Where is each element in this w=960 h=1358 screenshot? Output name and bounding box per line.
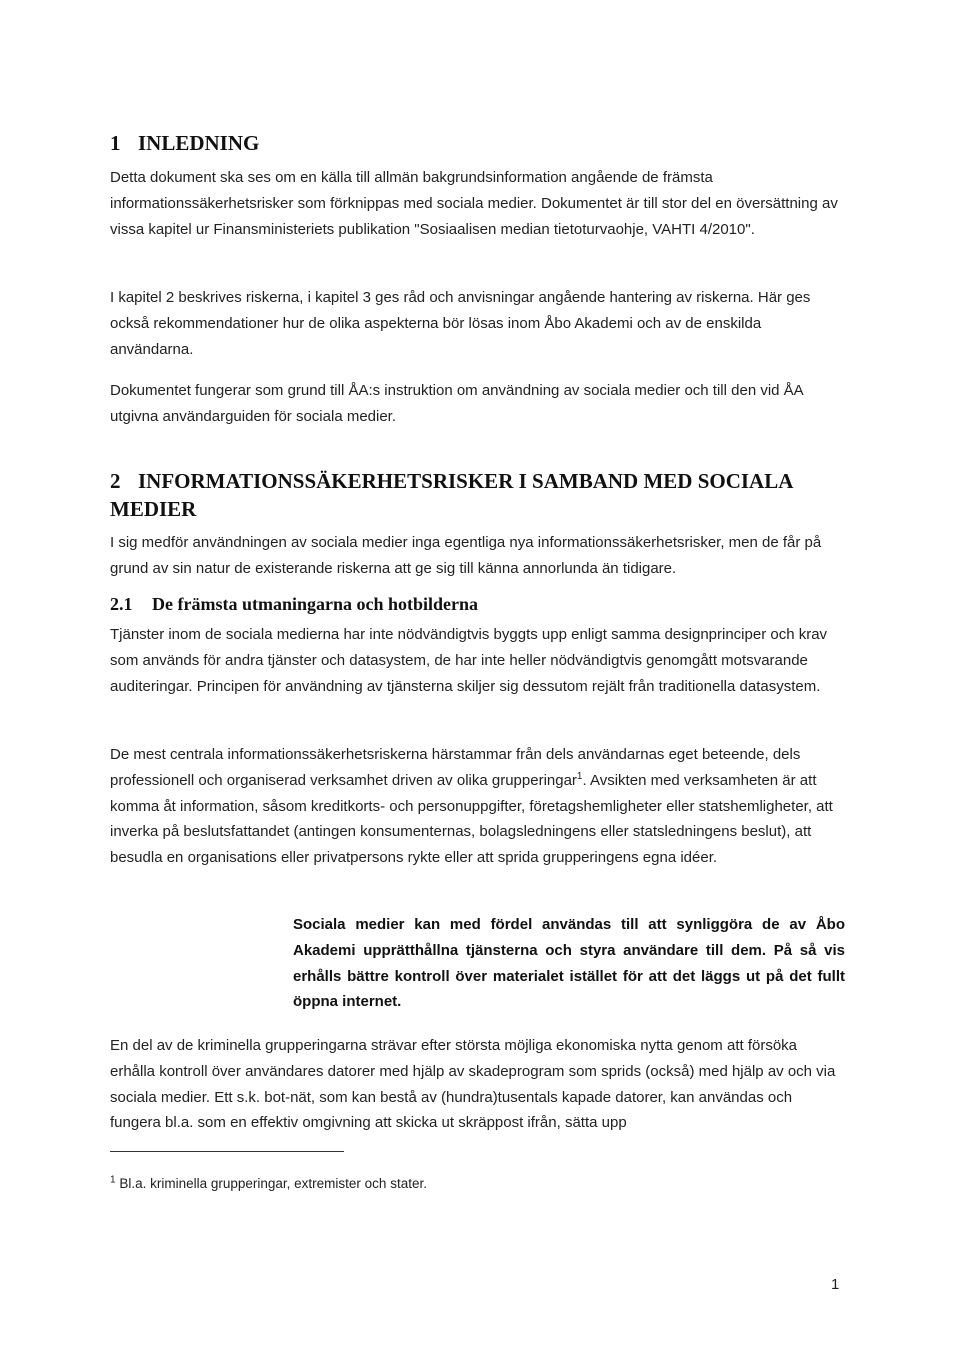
section-1-paragraph-2: I kapitel 2 beskrives riskerna, i kapitel 3 ges råd och anvisningar angående hantering av riskerna. Här ges också rekommendationer hur de olika aspekterna bör lösas inom Åbo Akademi och av de enskilda användarna. [110, 289, 811, 358]
section-2-1-title: De främsta utmaningarna och hotbilderna [152, 594, 479, 614]
footnote-text: Bl.a. kriminella grupperingar, extremister och stater. [119, 1176, 427, 1191]
page-number: 1 [831, 1276, 840, 1293]
paragraph-2-text-start: De mest centrala informationssäkerhetsriskerna härstammar från dels användarnas eget beteende, dels professionell och organiserad verksamhet driven av olika grupperingar [110, 746, 801, 789]
section-2-title: INFORMATIONSSÄKERHETSRISKER I SAMBAND MED SOCIALA MEDIER [110, 469, 793, 521]
section-2-1-number: 2.1 [110, 594, 133, 614]
section-1-paragraph-1: Detta dokument ska ses om en källa till allmän bakgrundsinformation angående de främsta informationssäkerhetsrisker som förknippas med sociala medier. Dokumentet är till stor del en översättning av vissa kapitel ur Finansministeriets publikation "Sosiaalisen median tietoturvaohje, VAHTI 4/2010". [110, 169, 838, 238]
highlight-callout: Sociala medier kan med fördel användas till att synliggöra de av Åbo Akademi upprätthållna tjänsterna och styra användare till dem. På så vis erhålls bättre kontroll över materialet istället för att det läggs ut på det fullt öppna internet. [293, 916, 845, 1011]
section-1-title: INLEDNING [138, 131, 260, 155]
section-2-number: 2 [110, 469, 121, 493]
footnote [110, 1176, 427, 1191]
paragraph-2-text-end: . Avsikten med verksamheten är att komma åt information, såsom kreditkorts- och personuppgifter, företagshemligheter eller statshemligheter, att inverka på beslutsfattandet (antingen konsumenternas, bolagsledningens eller statsledningens beslut), att besudla en organisations eller privatpersons rykte eller att sprida grupperingens egna idéer. [110, 771, 833, 867]
footnote-marker: 1 [110, 1174, 116, 1186]
section-2-heading [110, 467, 830, 523]
section-1-number: 1 [110, 131, 121, 155]
section-2-1-paragraph-2 [110, 742, 840, 871]
footnote-divider [110, 1151, 344, 1152]
footnote-reference: 1 [576, 770, 583, 782]
section-2-1-paragraph-1: Tjänster inom de sociala medierna har inte nödvändigtvis byggts upp enligt samma designprinciper och krav som används för andra tjänster och datasystem, de har inte heller nödvändigtvis genomgått motsvarande auditeringar. Principen för användning av tjänsterna skiljer sig dessutom rejält från traditionella datasystem. [110, 626, 828, 695]
section-1-paragraph-3: Dokumentet fungerar som grund till ÅA:s instruktion om användning av sociala medier och till den vid ÅA utgivna användarguiden för sociala medier. [110, 382, 803, 425]
section-2-1-heading [110, 594, 478, 615]
section-1-heading [110, 131, 259, 156]
section-2-1-paragraph-3: En del av de kriminella grupperingarna strävar efter största möjliga ekonomiska nytta genom att försöka erhålla kontroll över användares datorer med hjälp av skadeprogram som sprids (också) med hjälp av och via sociala medier. Ett s.k. bot-nät, som kan bestå av (hundra)tusentals kapade datorer, kan användas och fungera bl.a. som en effektiv omgivning att skicka ut skräppost ifrån, sätta upp [110, 1037, 836, 1132]
section-2-intro: I sig medför användningen av sociala medier inga egentliga nya informationssäkerhetsrisker, men de får på grund av sin natur de existerande riskerna att ge sig till känna annorlunda än tidigare. [110, 534, 822, 577]
